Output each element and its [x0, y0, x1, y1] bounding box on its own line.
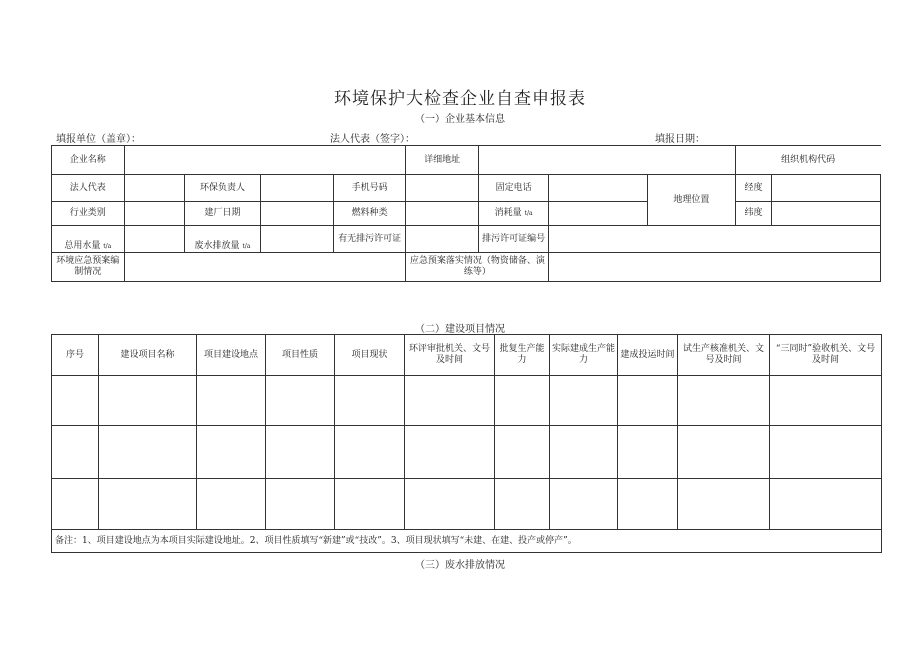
wastewater-label-text: 废水排放量 — [194, 241, 240, 251]
table-cell[interactable] — [770, 426, 882, 479]
label-emergency-plan: 环境应急预案编制情况 — [52, 253, 125, 282]
table-cell[interactable] — [266, 426, 335, 479]
header-project-site: 项目建设地点 — [197, 335, 266, 376]
label-longitude: 经度 — [735, 175, 771, 202]
section-3-heading: （三）废水排放情况 — [415, 560, 505, 571]
label-latitude: 纬度 — [735, 202, 771, 226]
permit-no-field[interactable] — [549, 226, 881, 253]
table-cell[interactable] — [405, 426, 495, 479]
table-cell[interactable] — [678, 426, 770, 479]
latitude-field[interactable] — [772, 202, 881, 226]
legal-rep-field[interactable] — [124, 175, 184, 202]
fill-unit-label: 填报单位（盖章）： — [56, 134, 141, 145]
header-project-name: 建设项目名称 — [99, 335, 197, 376]
address-field[interactable] — [478, 146, 735, 175]
emergency-plan-field[interactable] — [124, 253, 406, 282]
company-name-field[interactable] — [124, 146, 406, 175]
table-cell[interactable] — [770, 479, 882, 530]
table-cell[interactable] — [618, 376, 678, 426]
consumption-unit: t/a — [524, 210, 533, 217]
table-cell[interactable] — [52, 376, 99, 426]
label-location: 地理位置 — [647, 175, 735, 226]
env-manager-field[interactable] — [261, 175, 334, 202]
table-cell[interactable] — [405, 479, 495, 530]
label-industry: 行业类别 — [52, 202, 125, 226]
table-cell[interactable] — [678, 479, 770, 530]
header-project-status: 项目现状 — [335, 335, 405, 376]
header-approved-capacity: 批复生产能力 — [495, 335, 550, 376]
fill-legal-label: 法人代表（签字）： — [330, 134, 415, 145]
label-wastewater — [184, 226, 261, 253]
table-cell[interactable] — [495, 376, 550, 426]
section-2-heading: （二）建设项目情况 — [415, 324, 505, 335]
table-cell[interactable] — [197, 376, 266, 426]
consumption-label-text: 消耗量 — [494, 208, 522, 218]
label-build-date: 建厂日期 — [184, 202, 261, 226]
longitude-field[interactable] — [772, 175, 881, 202]
table-row — [52, 376, 882, 426]
header-operation-date: 建成投运时间 — [618, 335, 678, 376]
table-cell[interactable] — [618, 479, 678, 530]
table-cell[interactable] — [52, 479, 99, 530]
table-cell[interactable] — [495, 426, 550, 479]
label-address: 详细地址 — [406, 146, 479, 175]
table-cell[interactable] — [99, 376, 197, 426]
table-cell[interactable] — [335, 479, 405, 530]
table-cell[interactable] — [99, 479, 197, 530]
table-cell[interactable] — [266, 479, 335, 530]
table-cell[interactable] — [266, 376, 335, 426]
mobile-field[interactable] — [406, 175, 479, 202]
table-cell[interactable] — [550, 376, 618, 426]
label-company-name: 企业名称 — [52, 146, 125, 175]
fuel-field[interactable] — [406, 202, 479, 226]
consumption-field[interactable] — [549, 202, 647, 226]
header-actual-capacity: 实际建成生产能力 — [550, 335, 618, 376]
industry-field[interactable] — [124, 202, 184, 226]
label-fuel: 燃料种类 — [333, 202, 406, 226]
table-note: 备注：1、项目建设地点为本项目实际建设地址。2、项目性质填写“新建”或“技改”。3、项目现状填写“未建、在建、投产或停产”。 — [52, 530, 882, 553]
label-env-manager: 环保负责人 — [184, 175, 261, 202]
fill-date-label: 填报日期： — [655, 134, 705, 145]
table-cell[interactable] — [99, 426, 197, 479]
table-cell[interactable] — [770, 376, 882, 426]
label-org-code: 组织机构代码 — [735, 146, 880, 175]
table-cell[interactable] — [550, 479, 618, 530]
projects-table — [51, 334, 882, 553]
form-title: 环境保护大检查企业自查申报表 — [334, 89, 586, 109]
table-cell[interactable] — [335, 426, 405, 479]
table-cell[interactable] — [335, 376, 405, 426]
section-1-heading: （一）企业基本信息 — [415, 114, 505, 125]
table-cell[interactable] — [197, 426, 266, 479]
label-legal-rep: 法人代表 — [52, 175, 125, 202]
table-cell[interactable] — [618, 426, 678, 479]
build-date-field[interactable] — [261, 202, 334, 226]
label-consumption — [478, 202, 548, 226]
table-row — [52, 426, 882, 479]
basic-info-table — [51, 145, 881, 282]
water-use-label-text: 总用水量 — [64, 241, 101, 251]
permit-field[interactable] — [406, 226, 479, 253]
label-water-use — [52, 226, 125, 253]
wastewater-unit: t/a — [242, 243, 251, 250]
label-phone: 固定电话 — [478, 175, 548, 202]
table-cell[interactable] — [678, 376, 770, 426]
table-cell[interactable] — [550, 426, 618, 479]
label-plan-impl: 应急预案落实情况（物资储备、演练等） — [406, 253, 549, 282]
header-trial-approval: 试生产核准机关、文号及时间 — [678, 335, 770, 376]
water-use-unit: t/a — [103, 243, 112, 250]
wastewater-field[interactable] — [261, 226, 334, 253]
table-cell[interactable] — [52, 426, 99, 479]
header-index: 序号 — [52, 335, 99, 376]
table-cell[interactable] — [405, 376, 495, 426]
water-use-field[interactable] — [124, 226, 184, 253]
phone-field[interactable] — [549, 175, 647, 202]
table-row — [52, 479, 882, 530]
table-cell[interactable] — [495, 479, 550, 530]
header-eia-approval: 环评审批机关、文号及时间 — [405, 335, 495, 376]
header-three-simultaneous: “三同时”验收机关、文号及时间 — [770, 335, 882, 376]
label-permit: 有无排污许可证 — [333, 226, 406, 253]
label-mobile: 手机号码 — [333, 175, 406, 202]
plan-impl-field[interactable] — [549, 253, 881, 282]
table-cell[interactable] — [197, 479, 266, 530]
header-project-nature: 项目性质 — [266, 335, 335, 376]
label-permit-no: 排污许可证编号 — [478, 226, 548, 253]
